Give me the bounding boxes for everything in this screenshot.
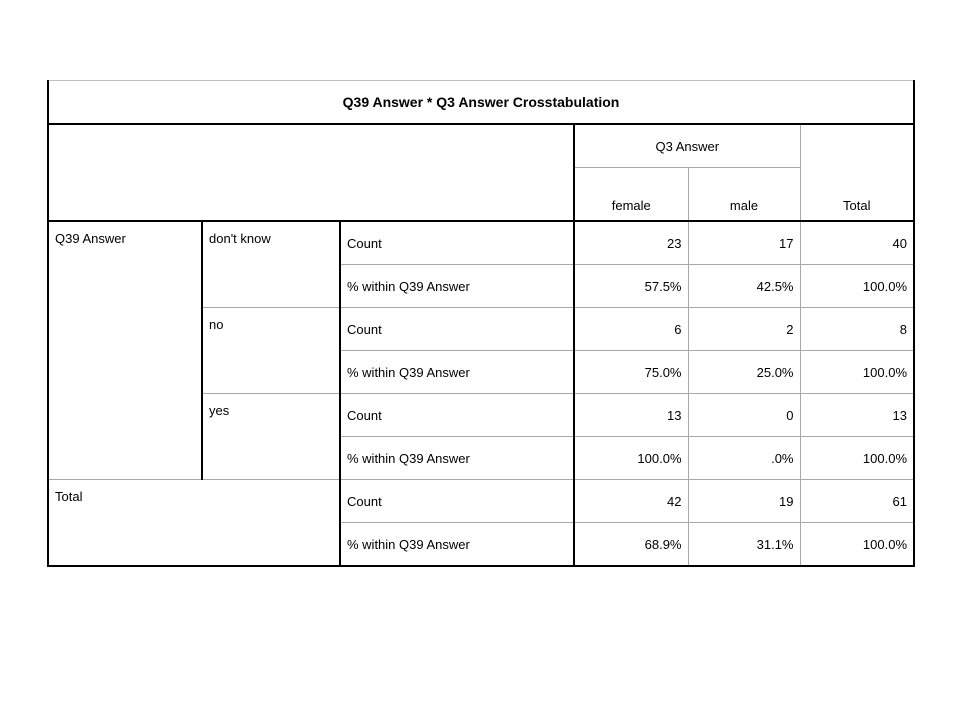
cell-male: 25.0% [688,351,800,394]
header-corner [48,124,574,221]
cell-male: 19 [688,480,800,523]
cell-total: 100.0% [800,265,914,308]
row-category-yes: yes [202,394,340,480]
stat-label: % within Q39 Answer [340,351,574,394]
cell-total: 100.0% [800,437,914,480]
cell-total: 8 [800,308,914,351]
stat-label: Count [340,308,574,351]
cell-total: 40 [800,221,914,265]
cell-male: 31.1% [688,523,800,567]
crosstab-table [47,80,915,567]
stat-label: Count [340,221,574,265]
table-row [48,480,914,523]
cell-female: 68.9% [574,523,688,567]
column-header-male: male [688,168,800,222]
cell-female: 100.0% [574,437,688,480]
row-variable-label: Q39 Answer [48,221,202,480]
cell-male: 17 [688,221,800,265]
cell-male: 42.5% [688,265,800,308]
row-category-no: no [202,308,340,394]
column-group-header: Q3 Answer [574,124,800,168]
cell-male: 0 [688,394,800,437]
stat-label: % within Q39 Answer [340,265,574,308]
stat-label: % within Q39 Answer [340,437,574,480]
cell-total: 100.0% [800,351,914,394]
table-title: Q39 Answer * Q3 Answer Crosstabulation [48,81,914,125]
column-header-female: female [574,168,688,222]
row-category-dont-know: don't know [202,221,340,308]
cell-male: 2 [688,308,800,351]
stat-label: Count [340,394,574,437]
cell-female: 23 [574,221,688,265]
cell-male: .0% [688,437,800,480]
cell-female: 75.0% [574,351,688,394]
cell-female: 57.5% [574,265,688,308]
row-total-label: Total [48,480,340,567]
cell-total: 13 [800,394,914,437]
cell-female: 13 [574,394,688,437]
cell-total: 100.0% [800,523,914,567]
stat-label: % within Q39 Answer [340,523,574,567]
table-row [48,221,914,265]
stat-label: Count [340,480,574,523]
cell-female: 42 [574,480,688,523]
cell-total: 61 [800,480,914,523]
cell-female: 6 [574,308,688,351]
total-column-header: Total [800,124,914,221]
